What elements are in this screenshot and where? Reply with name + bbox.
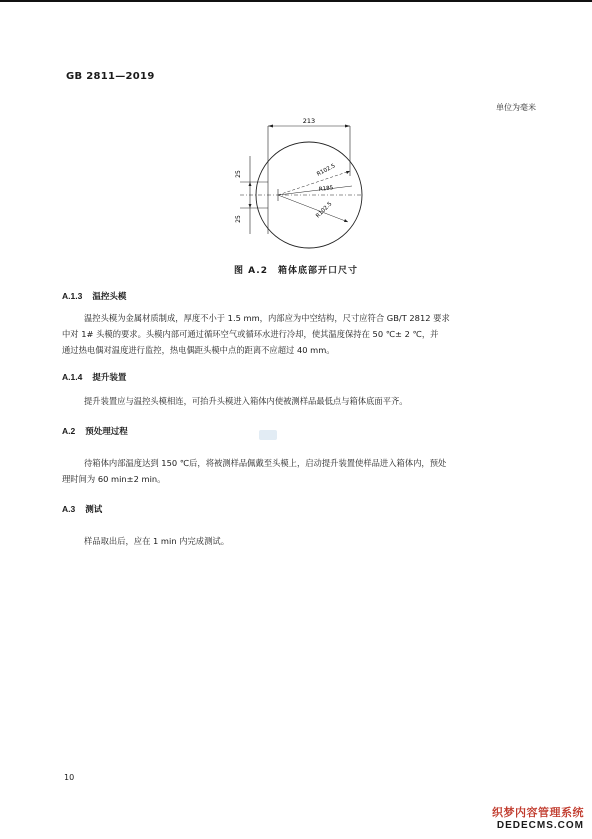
section-heading-a14 bbox=[62, 371, 126, 383]
section-body-a13 bbox=[62, 310, 530, 358]
section-heading-a3 bbox=[62, 503, 102, 515]
section-number: A.3 bbox=[62, 504, 76, 514]
section-body-a14 bbox=[84, 393, 530, 409]
opening-dimension-figure bbox=[200, 116, 380, 256]
radius-center-label: R185 bbox=[318, 185, 334, 193]
page-number: 10 bbox=[64, 773, 75, 782]
opening-diagram bbox=[200, 116, 380, 256]
section-number: A.2 bbox=[62, 426, 76, 436]
logo-domain: DEDECMS.COM bbox=[496, 820, 584, 831]
body-line: 中对 1# 头模的要求。头模内部可通过循环空气或循环水进行冷却，使其温度保持在 50 ℃± 2 ℃，并 bbox=[62, 329, 439, 339]
section-body-a3 bbox=[84, 533, 530, 549]
body-line: 提升装置应与温控头模相连，可抬升头模进入箱体内使被测样品最低点与箱体底面平齐。 bbox=[84, 396, 408, 406]
section-number: A.1.4 bbox=[62, 372, 83, 382]
section-title: 测试 bbox=[85, 505, 103, 515]
unit-note: 单位为毫米 bbox=[496, 103, 536, 112]
faint-watermark-badge bbox=[259, 430, 277, 440]
top-rule bbox=[0, 0, 592, 2]
radius-line-center bbox=[278, 186, 352, 195]
body-line: 理时间为 60 min±2 min。 bbox=[62, 474, 166, 484]
body-line: 温控头模为金属材质制成，厚度不小于 1.5 mm，内部应为中空结构，尺寸应符合 GB/T 2812 要求 bbox=[84, 313, 450, 323]
radius-line-upper bbox=[278, 171, 350, 195]
section-body-a2 bbox=[62, 455, 530, 487]
body-line: 通过热电偶对温度进行监控，热电偶距头模中点的距离不应超过 40 mm。 bbox=[62, 345, 335, 355]
standard-code: GB 2811—2019 bbox=[66, 71, 155, 82]
section-heading-a2 bbox=[62, 425, 128, 437]
bottom-offset-label: 25 bbox=[235, 215, 242, 223]
section-title: 温控头模 bbox=[92, 292, 127, 302]
logo-title: 织梦内容管理系统 bbox=[492, 806, 584, 819]
radius-upper-label: R102.5 bbox=[316, 163, 337, 178]
section-heading-a13 bbox=[62, 290, 126, 302]
section-title: 预处理过程 bbox=[85, 427, 128, 437]
top-offset-label: 25 bbox=[235, 170, 242, 178]
width-label: 213 bbox=[302, 117, 316, 125]
radius-line-lower bbox=[278, 195, 348, 222]
site-logo[interactable] bbox=[484, 804, 584, 831]
radius-lower-label: R102.5 bbox=[315, 201, 334, 220]
section-number: A.1.3 bbox=[62, 291, 83, 301]
body-line: 样品取出后，应在 1 min 内完成测试。 bbox=[84, 536, 229, 546]
figure-caption: 图 A.2 箱体底部开口尺寸 bbox=[234, 266, 358, 276]
body-line: 待箱体内部温度达到 150 ℃后，将被测样品佩戴至头模上，启动提升装置使样品进入箱体内，预处 bbox=[84, 458, 447, 468]
section-title: 提升装置 bbox=[92, 373, 127, 383]
